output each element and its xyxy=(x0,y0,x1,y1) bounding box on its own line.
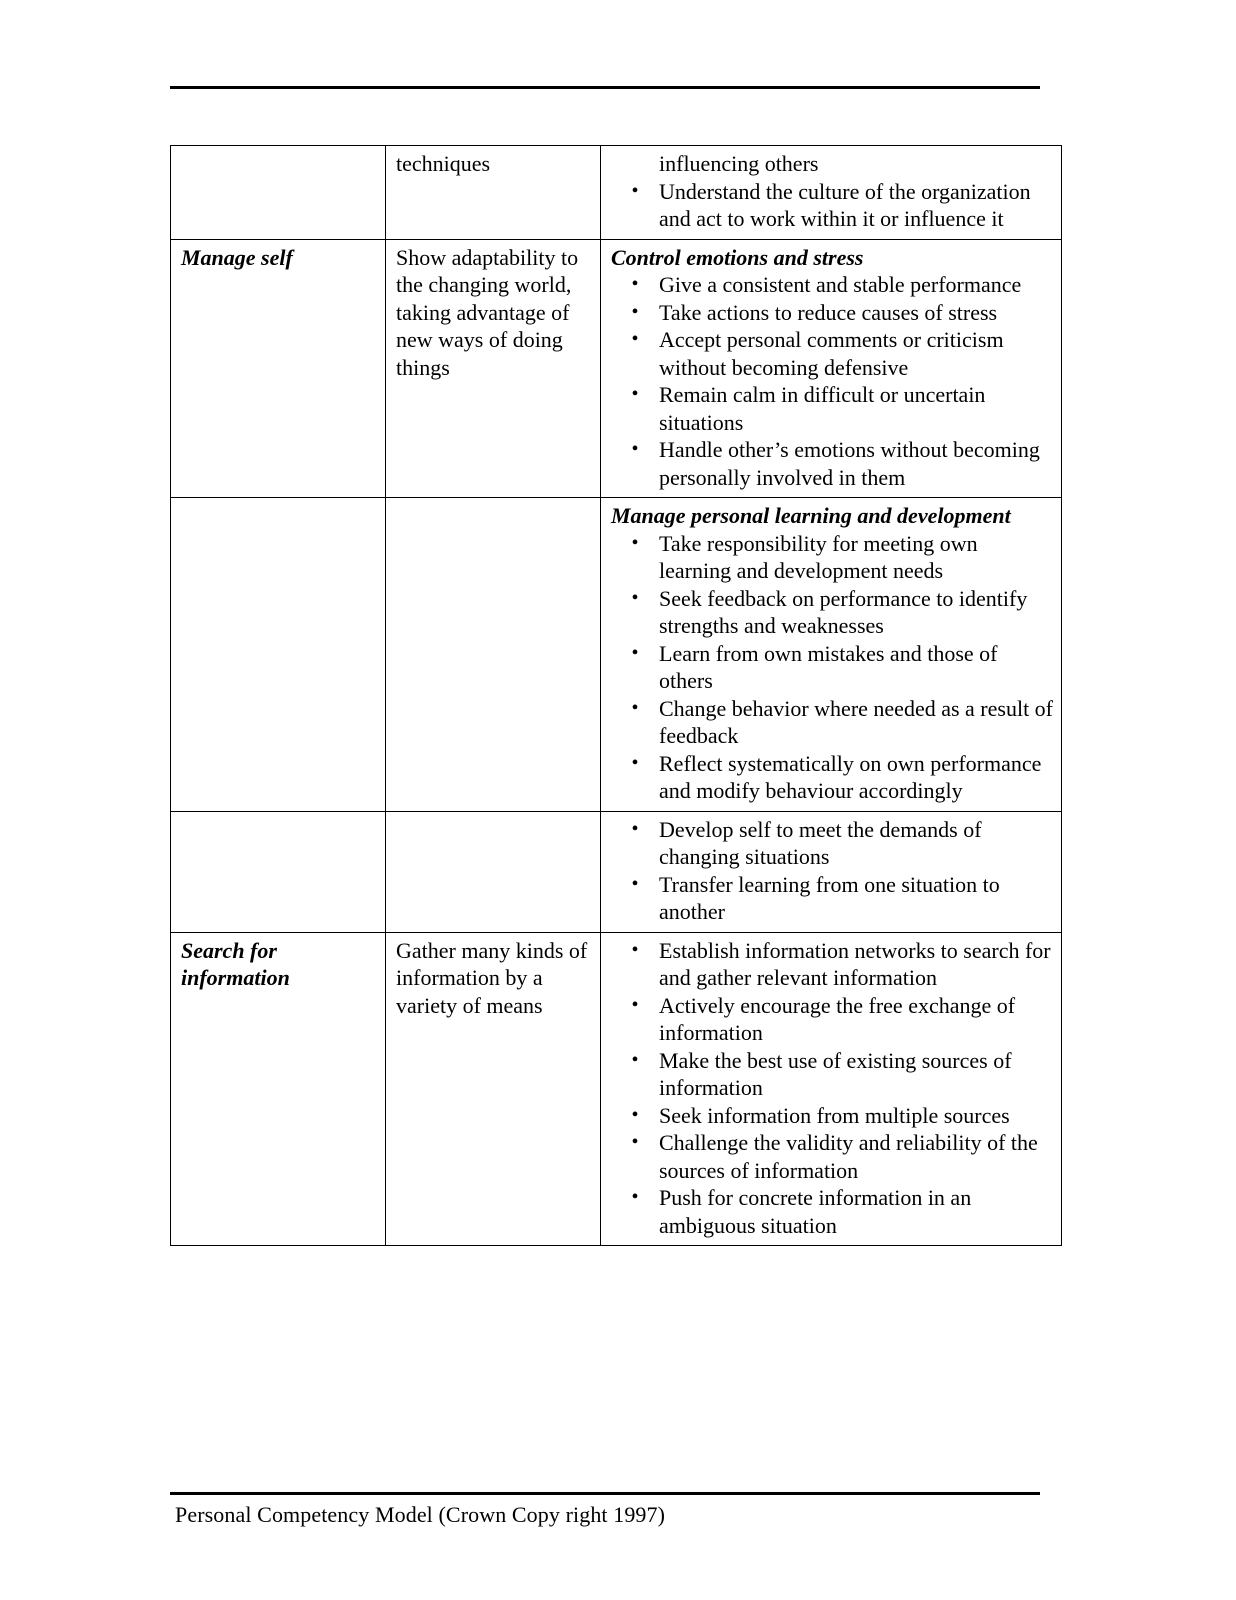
competency-table-body xyxy=(171,146,1062,1246)
list-item xyxy=(611,530,1053,585)
bullet-icon: • xyxy=(631,641,639,664)
footer-rule xyxy=(170,1492,1040,1495)
list-item-text: Develop self to meet the demands of changing situations xyxy=(659,816,982,869)
table-row xyxy=(171,146,1062,240)
competency-label: Manage self xyxy=(181,244,293,270)
list-item-text: Accept personal comments or criticism without becoming defensive xyxy=(659,327,1004,380)
cell-description xyxy=(386,932,601,1246)
list-item xyxy=(611,1184,1053,1239)
cell-indicators xyxy=(601,811,1062,932)
list-item-text: Establish information networks to search for and gather relevant information xyxy=(659,937,1051,990)
bullet-icon: • xyxy=(631,1186,639,1208)
bullet-icon: • xyxy=(631,383,639,405)
cell-indicators xyxy=(601,932,1062,1246)
bullet-icon: • xyxy=(631,300,639,323)
cell-competency xyxy=(171,811,386,932)
list-item-text: Challenge the validity and reliability of the sources of information xyxy=(659,1130,1038,1183)
list-item-text: Seek feedback on performance to identify strengths and weaknesses xyxy=(659,585,1028,638)
cell-competency xyxy=(171,239,386,498)
list-item-text: Learn from own mistakes and those of others xyxy=(659,640,998,693)
bullet-icon: • xyxy=(631,817,639,840)
cell-indicators xyxy=(601,146,1062,240)
bullet-icon: • xyxy=(631,531,639,554)
bullet-icon: • xyxy=(631,993,639,1016)
table-row xyxy=(171,498,1062,812)
description-text: Show adaptability to the changing world, taking advantage of new ways of doing things xyxy=(396,244,579,380)
bullet-icon: • xyxy=(631,328,639,350)
competency-table xyxy=(170,145,1062,1246)
indicator-list xyxy=(611,178,1053,233)
indicator-list xyxy=(611,271,1053,491)
list-item xyxy=(611,937,1053,992)
list-item-text: Give a consistent and stable performance xyxy=(659,272,1022,297)
bullet-icon: • xyxy=(631,696,639,719)
description-text: techniques xyxy=(396,151,491,176)
bullet-icon: • xyxy=(631,1103,639,1126)
indicators-heading: Control emotions and stress xyxy=(611,244,864,270)
cell-indicators xyxy=(601,239,1062,498)
cell-competency xyxy=(171,498,386,812)
list-item-text: Take actions to reduce causes of stress xyxy=(659,299,998,325)
table-row xyxy=(171,239,1062,498)
competency-label: Search for information xyxy=(181,937,290,990)
list-item-text: Understand the culture of the organization and act to work within it or influence it xyxy=(659,178,1031,231)
bullet-icon: • xyxy=(631,751,639,774)
indicator-list xyxy=(611,816,1053,926)
list-item xyxy=(611,436,1053,491)
cell-description xyxy=(386,239,601,498)
list-item-text: Actively encourage the free exchange of information xyxy=(659,992,1016,1045)
description-text: Gather many kinds of information by a variety of means xyxy=(396,937,588,1018)
list-item-text: Transfer learning from one situation to another xyxy=(659,871,1000,924)
list-item xyxy=(611,326,1053,381)
list-item xyxy=(611,750,1053,805)
bullet-icon: • xyxy=(631,438,639,460)
list-item xyxy=(611,1102,1053,1130)
list-item xyxy=(611,299,1053,327)
table-row xyxy=(171,932,1062,1246)
list-item xyxy=(611,640,1053,695)
list-item-text: Change behavior where needed as a result of feedback xyxy=(659,695,1054,748)
list-item-text: Seek information from multiple sources xyxy=(659,1102,1010,1128)
footer-caption: Personal Competency Model (Crown Copy right 1997) xyxy=(175,1502,666,1527)
list-item xyxy=(611,871,1053,926)
indicator-list xyxy=(611,937,1053,1240)
continuation-text: influencing others xyxy=(659,151,819,176)
list-item xyxy=(611,1129,1053,1184)
table-row xyxy=(171,811,1062,932)
list-item xyxy=(611,695,1053,750)
list-item-text: Make the best use of existing sources of information xyxy=(659,1047,1012,1100)
cell-competency xyxy=(171,932,386,1246)
bullet-icon: • xyxy=(631,872,639,895)
list-item xyxy=(611,178,1053,233)
bullet-icon: • xyxy=(631,938,639,961)
cell-description xyxy=(386,811,601,932)
bullet-icon: • xyxy=(631,1131,639,1153)
cell-indicators xyxy=(601,498,1062,812)
cell-description xyxy=(386,146,601,240)
list-item xyxy=(611,271,1053,299)
list-item xyxy=(611,816,1053,871)
bullet-icon: • xyxy=(631,179,639,202)
header-rule xyxy=(170,86,1040,89)
list-item-text: Handle other’s emotions without becoming personally involved in them xyxy=(659,437,1040,490)
list-item xyxy=(611,992,1053,1047)
indicators-heading: Manage personal learning and development xyxy=(611,503,1011,528)
indicator-list xyxy=(611,530,1053,805)
bullet-icon: • xyxy=(631,1048,639,1071)
bullet-icon: • xyxy=(631,586,639,609)
list-item xyxy=(611,381,1053,436)
cell-competency xyxy=(171,146,386,240)
list-item-text: Reflect systematically on own performance and modify behaviour accordingly xyxy=(659,750,1042,803)
list-item xyxy=(611,1047,1053,1102)
list-item-text: Push for concrete information in an ambiguous situation xyxy=(659,1185,972,1238)
bullet-icon: • xyxy=(631,273,639,295)
cell-description xyxy=(386,498,601,812)
list-item-text: Take responsibility for meeting own learning and development needs xyxy=(659,530,978,583)
list-item-text: Remain calm in difficult or uncertain situations xyxy=(659,382,986,435)
list-item xyxy=(611,585,1053,640)
